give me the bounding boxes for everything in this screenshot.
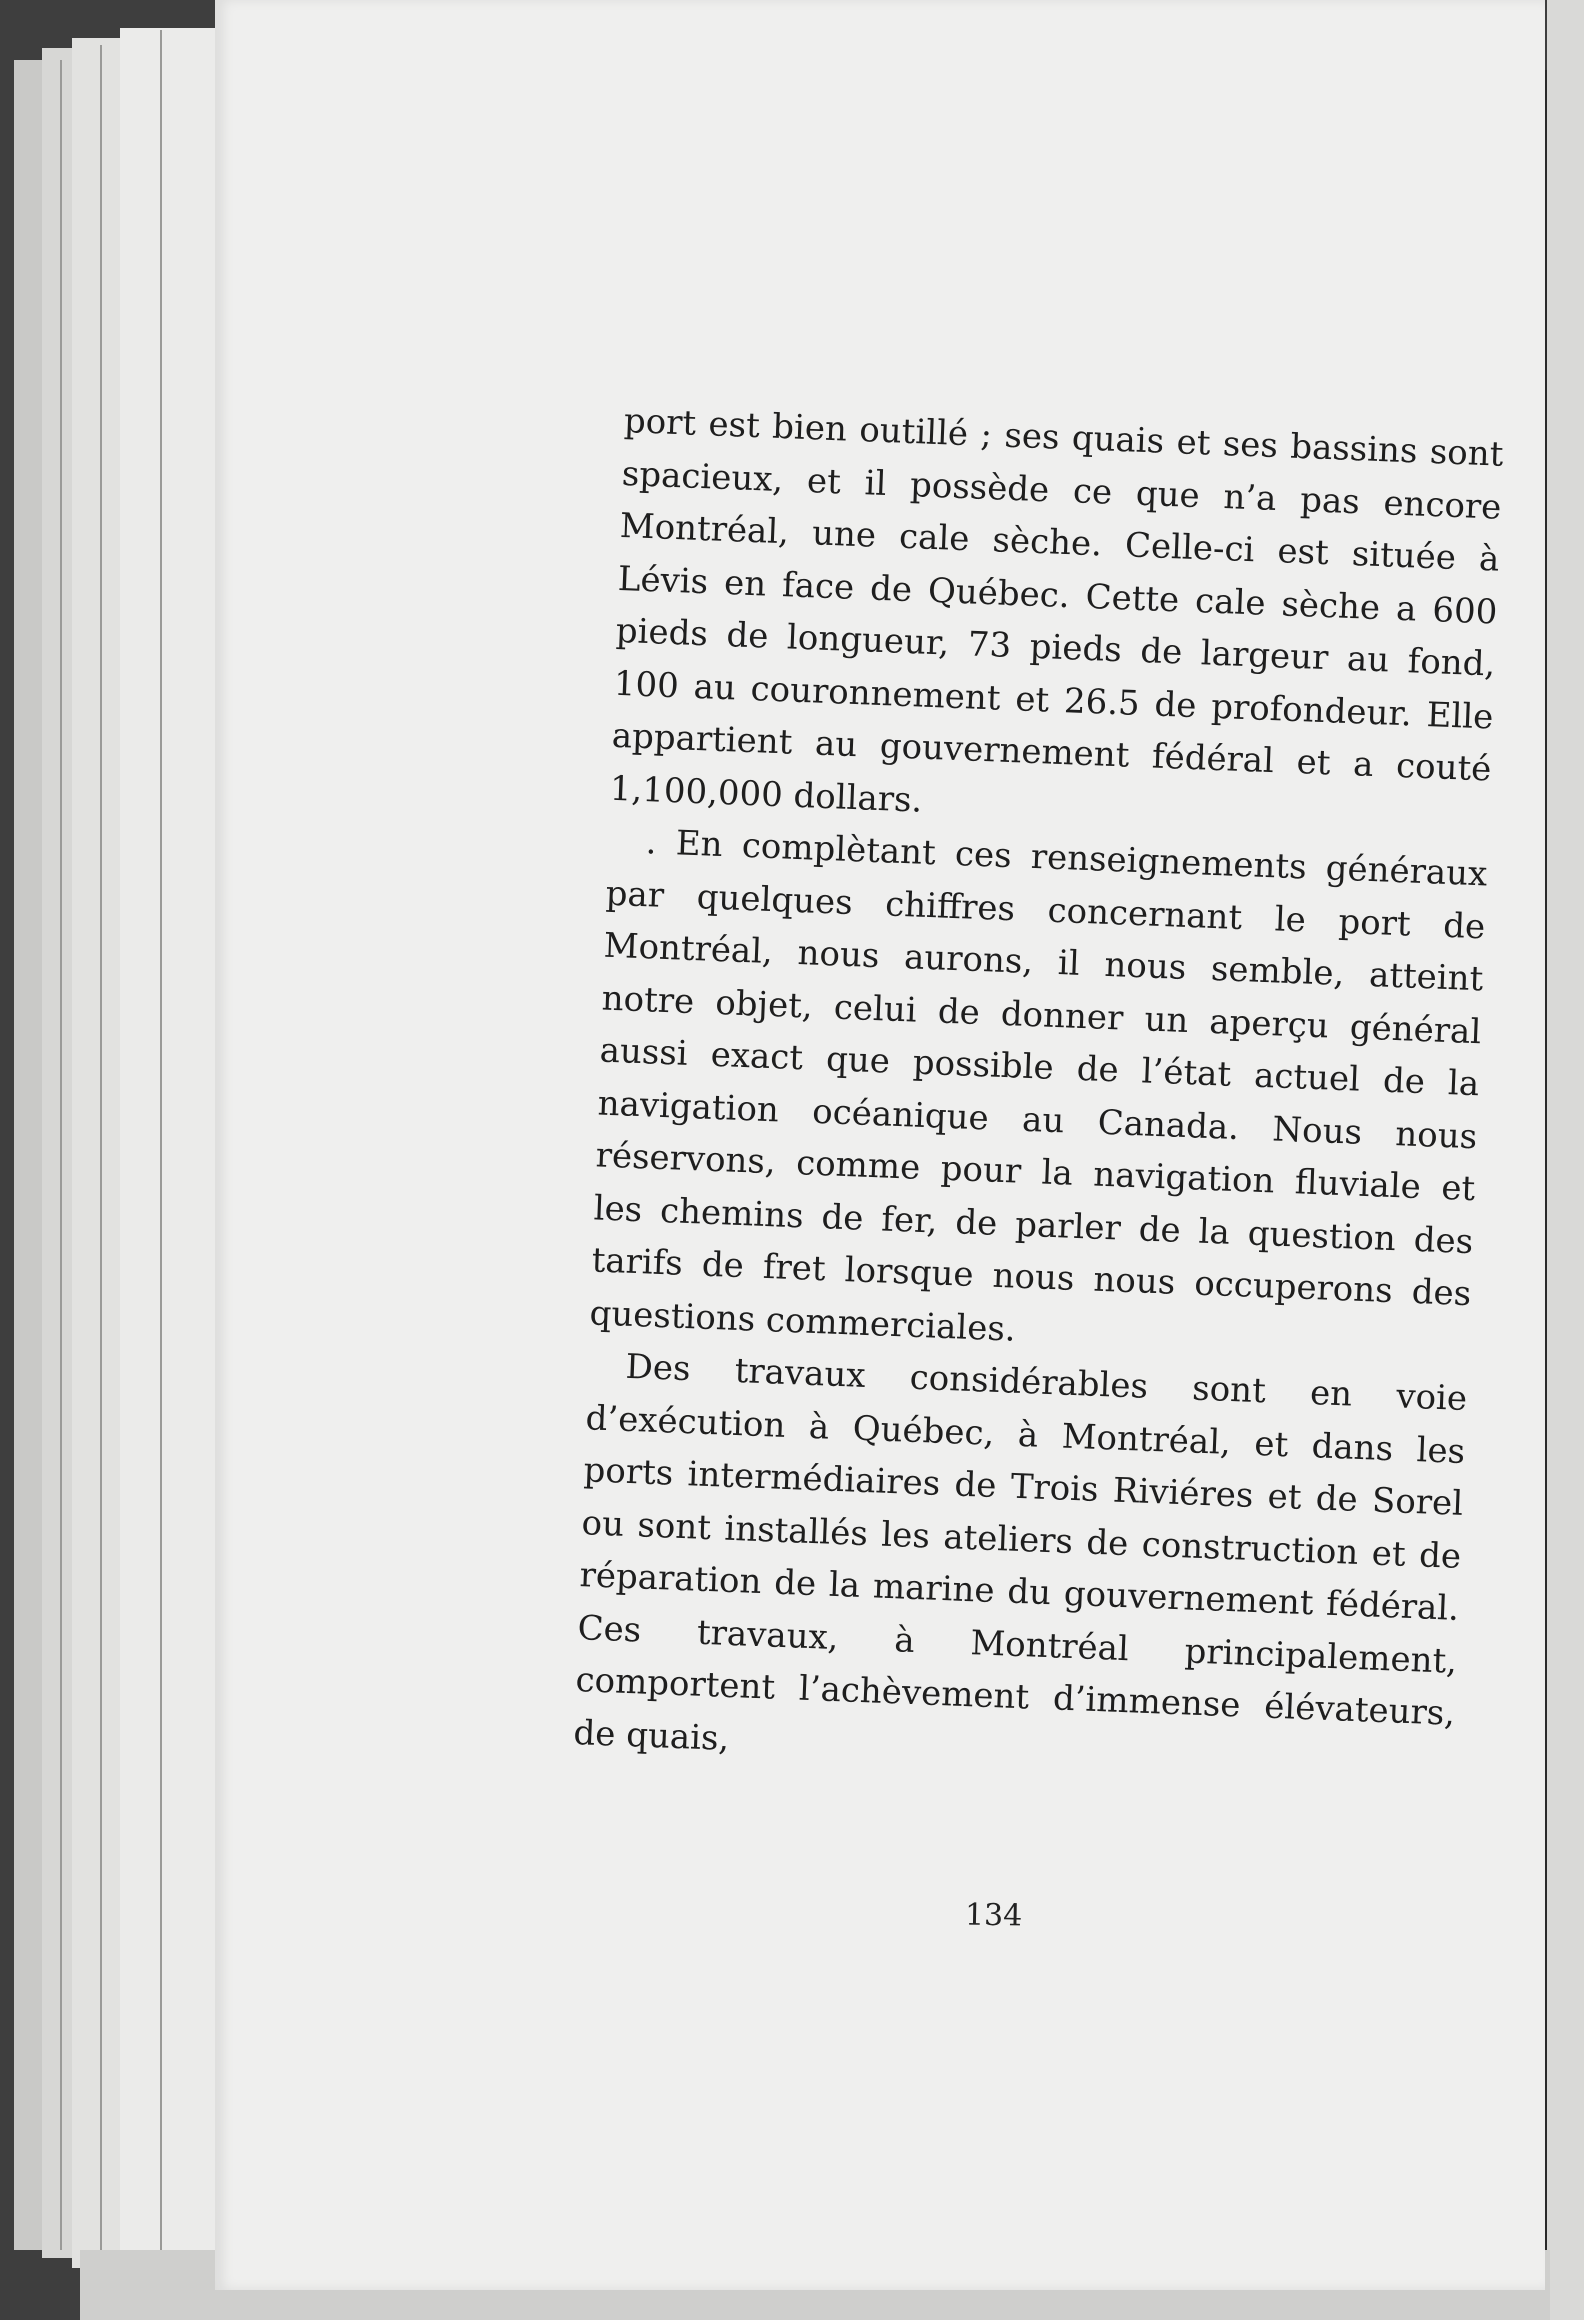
facing-page-edge bbox=[1547, 0, 1584, 2320]
body-text bbox=[573, 395, 1505, 1793]
paragraph: Des travaux considérables sont en voie d’exécution à Québec, à Montréal, et dans les ports intermédiaires de Trois Riviéres et de Sorel ou sont installés les ateliers de construction et de réparation de la marine du gouvernement fédéral. Ces travaux, à Montréal principalement, comportent l’achèvement d’immense élévateurs, de quais, bbox=[572, 1346, 1468, 1759]
page-number: 134 bbox=[964, 1897, 1023, 1934]
page-edge-line bbox=[100, 45, 102, 2265]
paragraph: port est bien outillé ; ses quais et ses bassins sont spacieux, et il possède ce que n’a pas encore Montréal, une cale sèche. Celle-ci est située à Lévis en face de Québec. Cette cale sèche a 600 pieds de longueur, 73 pieds de largeur au fond, 100 au couronnement et 26.5 de profondeur. Elle appartient au gouvernement fédéral et a couté 1,100,000 dollars. bbox=[609, 400, 1505, 821]
page-edge-line bbox=[160, 30, 162, 2270]
paragraph: . En complètant ces renseignements généraux par quelques chiffres concernant le port de Montréal, nous aurons, il nous semble, atteint notre objet, celui de donner un aperçu général aussi exact que possible de l’état actuel de la navigation océanique au Canada. Nous nous réservons, comme pour la navigation fluviale et les chemins de fer, de parler de la question des tarifs de fret lorsque nous nous occuperons des questions commerciales. bbox=[588, 822, 1488, 1350]
page-edge-stack bbox=[120, 28, 220, 2268]
page-edge-line bbox=[60, 60, 62, 2250]
book-page bbox=[215, 0, 1545, 2290]
